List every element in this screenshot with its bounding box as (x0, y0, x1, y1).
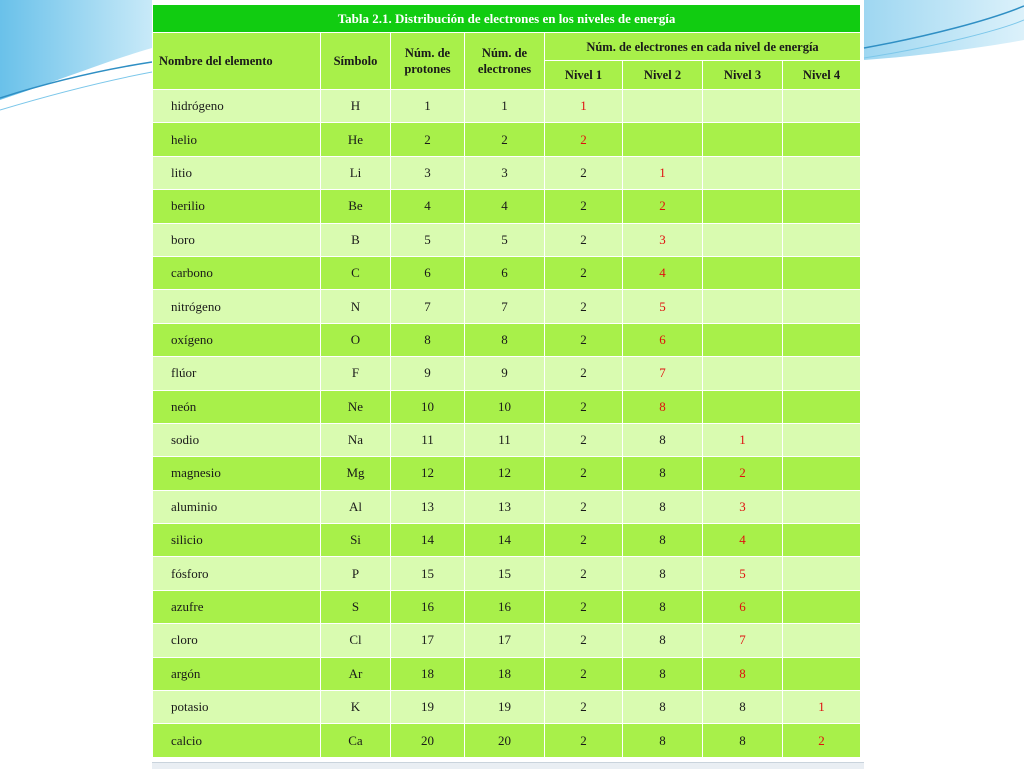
cell-name: cloro (153, 624, 321, 657)
cell-name: silicio (153, 524, 321, 557)
cell-symbol: Be (321, 190, 391, 223)
cell-n2: 8 (623, 524, 703, 557)
cell-n4 (783, 590, 861, 623)
cell-symbol: K (321, 691, 391, 724)
cell-n1: 2 (545, 123, 623, 156)
table-row (153, 190, 861, 223)
cell-symbol: Ar (321, 657, 391, 690)
cell-n4 (783, 423, 861, 456)
cell-protons: 10 (391, 390, 465, 423)
cell-protons: 19 (391, 691, 465, 724)
table-row (153, 390, 861, 423)
header-level-3: Nivel 3 (703, 61, 783, 90)
cell-n3 (703, 90, 783, 123)
cell-symbol: B (321, 223, 391, 256)
cell-electrons: 11 (465, 423, 545, 456)
cell-n2: 1 (623, 156, 703, 189)
cell-name: neón (153, 390, 321, 423)
cell-n4 (783, 323, 861, 356)
cell-name: carbono (153, 256, 321, 289)
cell-protons: 4 (391, 190, 465, 223)
cell-n1: 2 (545, 557, 623, 590)
header-protons: Núm. de protones (391, 33, 465, 90)
cell-protons: 8 (391, 323, 465, 356)
cell-symbol: S (321, 590, 391, 623)
cell-n2: 8 (623, 457, 703, 490)
cell-symbol: H (321, 90, 391, 123)
cell-protons: 2 (391, 123, 465, 156)
header-levels-group: Núm. de electrones en cada nivel de energía (545, 33, 861, 61)
table-row (153, 657, 861, 690)
cell-electrons: 19 (465, 691, 545, 724)
cell-protons: 6 (391, 256, 465, 289)
cell-name: berilio (153, 190, 321, 223)
cell-protons: 9 (391, 357, 465, 390)
header-level-1: Nivel 1 (545, 61, 623, 90)
cell-n2: 2 (623, 190, 703, 223)
cell-n1: 2 (545, 624, 623, 657)
cell-electrons: 20 (465, 724, 545, 757)
cell-electrons: 18 (465, 657, 545, 690)
cell-protons: 5 (391, 223, 465, 256)
cell-name: helio (153, 123, 321, 156)
cell-n2: 7 (623, 357, 703, 390)
cell-symbol: Ne (321, 390, 391, 423)
table-row (153, 290, 861, 323)
header-symbol: Símbolo (321, 33, 391, 90)
cell-symbol: He (321, 123, 391, 156)
cell-electrons: 4 (465, 190, 545, 223)
table-row (153, 323, 861, 356)
cell-name: litio (153, 156, 321, 189)
cell-name: nitrógeno (153, 290, 321, 323)
cell-n3: 5 (703, 557, 783, 590)
header-electrons: Núm. de electrones (465, 33, 545, 90)
cell-n1: 2 (545, 590, 623, 623)
cell-electrons: 2 (465, 123, 545, 156)
table-container (152, 4, 860, 762)
cell-electrons: 14 (465, 524, 545, 557)
cell-name: azufre (153, 590, 321, 623)
cell-n2: 8 (623, 691, 703, 724)
cell-n3: 8 (703, 657, 783, 690)
cell-protons: 18 (391, 657, 465, 690)
cell-symbol: Mg (321, 457, 391, 490)
cell-symbol: O (321, 323, 391, 356)
cell-symbol: Na (321, 423, 391, 456)
cell-n2: 8 (623, 624, 703, 657)
cell-electrons: 17 (465, 624, 545, 657)
cell-protons: 12 (391, 457, 465, 490)
cell-electrons: 3 (465, 156, 545, 189)
cell-name: magnesio (153, 457, 321, 490)
cell-n1: 2 (545, 423, 623, 456)
cell-electrons: 12 (465, 457, 545, 490)
cell-name: boro (153, 223, 321, 256)
cell-n2: 8 (623, 590, 703, 623)
cell-electrons: 9 (465, 357, 545, 390)
cell-n1: 2 (545, 490, 623, 523)
cell-n4 (783, 256, 861, 289)
cell-n4 (783, 557, 861, 590)
cell-name: argón (153, 657, 321, 690)
cell-name: flúor (153, 357, 321, 390)
cell-n2: 3 (623, 223, 703, 256)
header-level-2: Nivel 2 (623, 61, 703, 90)
cell-n4: 1 (783, 691, 861, 724)
cell-n4 (783, 123, 861, 156)
table-row (153, 524, 861, 557)
cell-n4 (783, 156, 861, 189)
cell-symbol: Ca (321, 724, 391, 757)
cell-name: hidrógeno (153, 90, 321, 123)
header-level-4: Nivel 4 (783, 61, 861, 90)
cell-n4 (783, 624, 861, 657)
cell-n1: 2 (545, 223, 623, 256)
cell-n4 (783, 490, 861, 523)
cell-protons: 11 (391, 423, 465, 456)
cell-n1: 2 (545, 724, 623, 757)
table-title: Tabla 2.1. Distribución de electrones en los niveles de energía (153, 5, 861, 33)
cell-symbol: N (321, 290, 391, 323)
cell-symbol: P (321, 557, 391, 590)
cell-name: sodio (153, 423, 321, 456)
cell-protons: 16 (391, 590, 465, 623)
cell-protons: 17 (391, 624, 465, 657)
electron-distribution-table (152, 4, 861, 758)
cell-electrons: 7 (465, 290, 545, 323)
cell-n2: 8 (623, 490, 703, 523)
cell-name: oxígeno (153, 323, 321, 356)
cell-n3: 8 (703, 691, 783, 724)
cell-n1: 2 (545, 691, 623, 724)
cell-n4 (783, 290, 861, 323)
table-row (153, 256, 861, 289)
cell-n4 (783, 90, 861, 123)
table-row (153, 724, 861, 757)
cell-n2: 8 (623, 390, 703, 423)
cell-n3 (703, 357, 783, 390)
cell-n2: 4 (623, 256, 703, 289)
cell-n3: 8 (703, 724, 783, 757)
cell-n1: 2 (545, 357, 623, 390)
cell-n1: 2 (545, 323, 623, 356)
cell-n1: 2 (545, 256, 623, 289)
cell-n3 (703, 256, 783, 289)
cell-electrons: 16 (465, 590, 545, 623)
cell-n2: 8 (623, 423, 703, 456)
cell-n2 (623, 90, 703, 123)
cell-n3: 7 (703, 624, 783, 657)
cell-n2: 5 (623, 290, 703, 323)
cell-n4 (783, 223, 861, 256)
cell-symbol: Al (321, 490, 391, 523)
table-row (153, 423, 861, 456)
cell-n3 (703, 323, 783, 356)
cell-n2: 8 (623, 724, 703, 757)
table-row (153, 691, 861, 724)
table-row (153, 90, 861, 123)
cell-n1: 2 (545, 657, 623, 690)
cell-symbol: C (321, 256, 391, 289)
cell-name: fósforo (153, 557, 321, 590)
cell-n1: 2 (545, 457, 623, 490)
cell-electrons: 5 (465, 223, 545, 256)
cell-n3 (703, 223, 783, 256)
cell-n3: 3 (703, 490, 783, 523)
cell-n3 (703, 156, 783, 189)
cell-symbol: Li (321, 156, 391, 189)
cell-n2 (623, 123, 703, 156)
table-body (153, 90, 861, 758)
cell-symbol: Si (321, 524, 391, 557)
cell-electrons: 6 (465, 256, 545, 289)
cell-n2: 6 (623, 323, 703, 356)
table-row (153, 357, 861, 390)
table-row (153, 624, 861, 657)
cell-protons: 14 (391, 524, 465, 557)
cell-n4 (783, 190, 861, 223)
cell-n3: 1 (703, 423, 783, 456)
cell-symbol: Cl (321, 624, 391, 657)
header-name: Nombre del elemento (153, 33, 321, 90)
table-row (153, 590, 861, 623)
cell-n3 (703, 290, 783, 323)
cell-n4 (783, 357, 861, 390)
cell-n2: 8 (623, 657, 703, 690)
cell-protons: 7 (391, 290, 465, 323)
cell-protons: 15 (391, 557, 465, 590)
cell-n3: 4 (703, 524, 783, 557)
table-row (153, 457, 861, 490)
cell-protons: 1 (391, 90, 465, 123)
cell-electrons: 15 (465, 557, 545, 590)
cell-name: aluminio (153, 490, 321, 523)
cell-n2: 8 (623, 557, 703, 590)
cell-n4: 2 (783, 724, 861, 757)
cell-electrons: 10 (465, 390, 545, 423)
cell-n3 (703, 390, 783, 423)
table-row (153, 557, 861, 590)
cell-name: potasio (153, 691, 321, 724)
cell-electrons: 1 (465, 90, 545, 123)
cell-n4 (783, 524, 861, 557)
table-row (153, 156, 861, 189)
table-row (153, 123, 861, 156)
table-row (153, 490, 861, 523)
cell-n1: 2 (545, 290, 623, 323)
cell-n4 (783, 390, 861, 423)
cell-protons: 3 (391, 156, 465, 189)
cell-name: calcio (153, 724, 321, 757)
cell-protons: 13 (391, 490, 465, 523)
cell-n4 (783, 457, 861, 490)
cell-n1: 2 (545, 524, 623, 557)
cell-n1: 2 (545, 190, 623, 223)
cell-n3: 6 (703, 590, 783, 623)
cell-n3: 2 (703, 457, 783, 490)
table-row (153, 223, 861, 256)
cell-n1: 2 (545, 390, 623, 423)
cell-n1: 2 (545, 156, 623, 189)
cell-n3 (703, 123, 783, 156)
cell-n1: 1 (545, 90, 623, 123)
cell-n3 (703, 190, 783, 223)
cell-protons: 20 (391, 724, 465, 757)
cell-symbol: F (321, 357, 391, 390)
cell-electrons: 8 (465, 323, 545, 356)
cell-electrons: 13 (465, 490, 545, 523)
cell-n4 (783, 657, 861, 690)
